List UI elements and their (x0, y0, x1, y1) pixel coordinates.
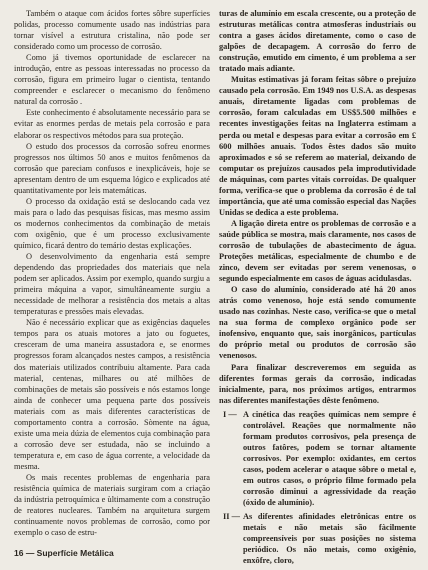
list-item (219, 511, 416, 566)
paragraph: Como já tivemos oportunidade de esclarecer na introdução, entre as pessoas interessadas no processo da corrosão, figura em primeiro lugar o cientista, tentando compreender e esclarecer o mecanismo do fenômeno natural da corrosão . (14, 53, 210, 107)
paragraph: Os mais recentes problemas de engenharia para resistência química de materiais surgiram com a criação da indústria petroquímica e ùltimamente com a construção de reatores nucleares. Também na arquitetura surgem continuamente novos problemas de corrosão, como por exemplo o caso de estru- (14, 472, 210, 538)
paragraph: Também o ataque com ácidos fortes sôbre superfícies polidas, processo comumente usado nas indústrias para tornar visível a estrutura cristalina, não pode ser considerado como um processo de corrosão. (14, 9, 210, 52)
paragraph: O processo da oxidação está se deslocando cada vez mais para o lado das pesquisas físicas, mas mesmo assim os modernos conhecimentos da combinação de metais com oxigênio, que é um processo exclusivamente químico, ficará dentro do temário destas explicações. (14, 196, 210, 250)
list-number: I — (223, 409, 237, 419)
list-text: A cinética das reações químicas nem sempre é controlável. Reações que normalmente não formam produtos corrosivos, pela presença de outros fatôres, podem se tornar altamente corrosivos. Por exemplo: oxidantes, em certos casos, podem acelerar o ataque sôbre o metal e, em outros casos, o próprio filme formado pela corrosão diminui a agressividade da reação (óxido de alumínio). (243, 409, 416, 508)
paragraph: Não é necessário explicar que as exigências daqueles tempos para os atuais motores a jato ou foguetes, cresceram de uma maneira assustadora e, se enormes progressos foram alcançados nestes campos, a resistência dos materiais utilizados contribuiu altamente. Para cada material, centenas, milhares ou até milhões de combinações de metais são possíveis e nós estamos longe ainda de conhecer uma pequena parte dos possíveis materiais com as mais diferentes características de comportamento contra a corrosão. Sòmente na água, existe uma meia dúzia de elementos cuja combinação para a corrosão deve ser estudada, não se incluindo a temperatura e, em caso de água corrente, a velocidade da mesma. (14, 318, 210, 471)
paragraph: Este conhecimento é absolutamente necessário para se evitar as enormes perdas de metais pela corrosão e para elaborar os respectivos métodos para sua proteção. (14, 108, 210, 140)
paragraph: Muitas estimativas já foram feitas sôbre o prejuízo causado pela corrosão. Em 1949 nos U.S.A. as despesas anuais, diretamente ligadas com problemas de corrosão, foram calculadas em US$5.500 milhões e recentes investigações feitas na Inglaterra estimam a perda ou metal e despesas para evitar a corrosão em £ 600 milhões anuais. Todos êstes dados são muito aproximados e só se referem ao material, deixando de computar os prejuízos causados pela improdutividade de máquinas, com partes vitais corroídas. De qualquer forma, verifica-se que o problema da corrosão é de tal importância, que até uma comissão especial das Nações Unidas se dedica a este problema. (219, 75, 416, 217)
left-column (14, 8, 210, 540)
paragraph: Para finalizar descreveremos em seguida as diferentes formas gerais da corrosão, indicadas inicialmente, para, nos próximos artigos, entrarmos nas diferentes manifestações dêste fenômeno. (219, 362, 416, 405)
paragraph: O desenvolvimento da engenharia está sempre dependendo das propriedades dos materiais que nela podem ser aplicados. Assim por exemplo, quando surgiu a primeira máquina a vapor, simultâneamente surgiu a necessidade de melhorar a resistência dos metais a altas temperaturas e pressões mais elevadas. (14, 252, 210, 317)
paragraph-continuation: turas de alumínio em escala crescente, ou a proteção de estruturas metálicas contra atmosferas industriais ou contra a gases ácidos diretamente, como o caso de galpões de decapagem. A corrosão do ferro de construção, emutido em cimento, é um problema a ser tratado mais adiante. (219, 9, 416, 74)
right-column (219, 8, 416, 566)
list-item (219, 409, 416, 508)
paragraph: O estudo dos processos da corrosão sofreu enormes progressos nos últimos 50 anos e muitos fenômenos da corrosão que pareciam confusos e inexplicáveis, hoje se apresentam dentro de um esquema lógico e explicados até quantitativamente por leis matemáticas. (14, 141, 210, 195)
numbered-list (219, 409, 416, 567)
paragraph: O caso do alumínio, considerado até há 20 anos atrás como venenoso, hoje está sendo comumente usado nas cozinhas. Neste caso, verifica-se que o metal na sua forma de complexo orgânico pode ser inofensivo, enquanto que, sais inorgânicos, partículas do próprio metal ou produtos de corrosão são venenosos. (219, 285, 416, 361)
list-text: As diferentes afinidades eletrônicas entre os metais e não metais são fàcilmente compreensíveis por suas posições no sistema periódico. Os não metais, como oxigênio, enxôfre, cloro, (243, 512, 416, 566)
paragraph: A ligação direta entre os problemas de corrosão e a saúde pública se mostra, mais claramente, nos casos de corrosão de tubulações de abastecimento de água. Proteções metálicas, especialmente de chumbo e de zinco, devem ser evitadas por serem venenosas, o segundo especialmente em casos de águas acidulasdas. (219, 218, 416, 284)
page-footer: 16 — Superfície Metálica (14, 548, 114, 558)
list-number: II — (223, 512, 240, 522)
